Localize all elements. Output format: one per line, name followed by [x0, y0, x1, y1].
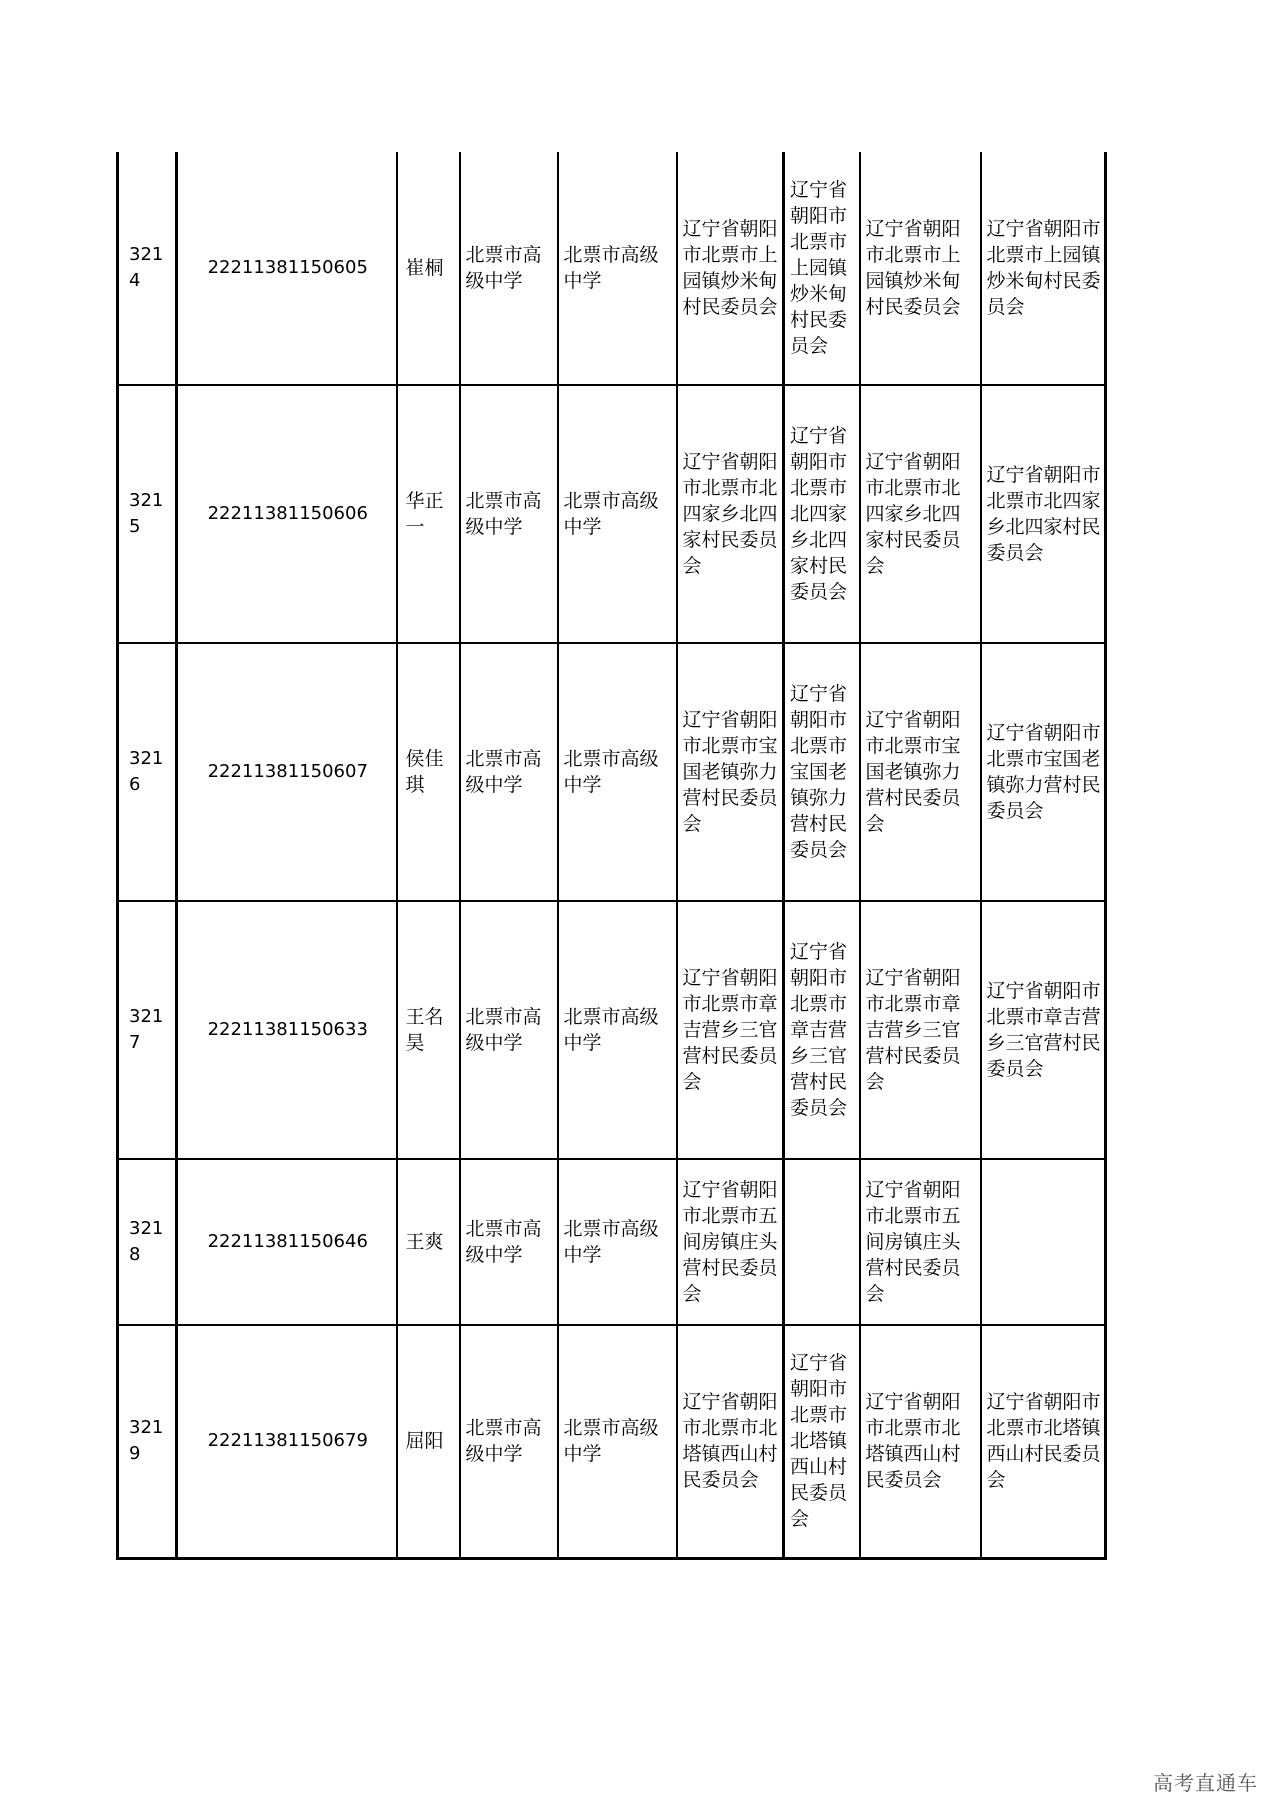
table-row: [118, 152, 1106, 385]
id-cell: 22211381150607: [177, 643, 397, 901]
name-cell: 王爽: [397, 1159, 460, 1325]
seq-cell: 3215: [118, 385, 177, 643]
address-cell: 辽宁省朝阳市北票市章吉营乡三官营村民委员会: [677, 901, 784, 1159]
school-cell: 北票市高级中学: [460, 643, 558, 901]
address-cell: 辽宁省朝阳市北票市上园镇炒米甸村民委员会: [784, 152, 860, 385]
seq-cell: 3216: [118, 643, 177, 901]
id-cell: 22211381150633: [177, 901, 397, 1159]
school-cell: 北票市高级中学: [558, 152, 677, 385]
address-cell: [784, 1159, 860, 1325]
roster-table: [116, 152, 1107, 1560]
address-cell: 辽宁省朝阳市北票市北四家乡北四家村民委员会: [784, 385, 860, 643]
address-cell: 辽宁省朝阳市北票市上园镇炒米甸村民委员会: [677, 152, 784, 385]
school-cell: 北票市高级中学: [460, 152, 558, 385]
address-cell: 辽宁省朝阳市北票市北四家乡北四家村民委员会: [981, 385, 1106, 643]
id-cell: 22211381150606: [177, 385, 397, 643]
address-cell: 辽宁省朝阳市北票市上园镇炒米甸村民委员会: [860, 152, 981, 385]
table-row: [118, 1159, 1106, 1325]
address-cell: 辽宁省朝阳市北票市宝国老镇弥力营村民委员会: [860, 643, 981, 901]
address-cell: 辽宁省朝阳市北票市上园镇炒米甸村民委员会: [981, 152, 1106, 385]
address-cell: 辽宁省朝阳市北票市五间房镇庄头营村民委员会: [860, 1159, 981, 1325]
address-cell: 辽宁省朝阳市北票市章吉营乡三官营村民委员会: [784, 901, 860, 1159]
id-cell: 22211381150646: [177, 1159, 397, 1325]
school-cell: 北票市高级中学: [558, 643, 677, 901]
seq-cell: 3214: [118, 152, 177, 385]
table-row: [118, 643, 1106, 901]
address-cell: 辽宁省朝阳市北票市北塔镇西山村民委员会: [784, 1325, 860, 1558]
address-cell: 辽宁省朝阳市北票市宝国老镇弥力营村民委员会: [677, 643, 784, 901]
school-cell: 北票市高级中学: [460, 1159, 558, 1325]
name-cell: 王名昊: [397, 901, 460, 1159]
address-cell: 辽宁省朝阳市北票市宝国老镇弥力营村民委员会: [784, 643, 860, 901]
table-row: [118, 385, 1106, 643]
id-cell: 22211381150679: [177, 1325, 397, 1558]
school-cell: 北票市高级中学: [460, 385, 558, 643]
address-cell: 辽宁省朝阳市北票市北塔镇西山村民委员会: [981, 1325, 1106, 1558]
school-cell: 北票市高级中学: [558, 1325, 677, 1558]
address-cell: 辽宁省朝阳市北票市北塔镇西山村民委员会: [860, 1325, 981, 1558]
id-cell: 22211381150605: [177, 152, 397, 385]
address-cell: 辽宁省朝阳市北票市章吉营乡三官营村民委员会: [981, 901, 1106, 1159]
address-cell: 辽宁省朝阳市北票市五间房镇庄头营村民委员会: [677, 1159, 784, 1325]
school-cell: 北票市高级中学: [558, 385, 677, 643]
table-row: [118, 1325, 1106, 1558]
name-cell: 屈阳: [397, 1325, 460, 1558]
school-cell: 北票市高级中学: [460, 901, 558, 1159]
seq-cell: 3219: [118, 1325, 177, 1558]
seq-cell: 3218: [118, 1159, 177, 1325]
name-cell: 崔桐: [397, 152, 460, 385]
watermark-text: 高考直通车: [1153, 1771, 1258, 1795]
school-cell: 北票市高级中学: [460, 1325, 558, 1558]
school-cell: 北票市高级中学: [558, 1159, 677, 1325]
address-cell: 辽宁省朝阳市北票市北四家乡北四家村民委员会: [860, 385, 981, 643]
address-cell: 辽宁省朝阳市北票市章吉营乡三官营村民委员会: [860, 901, 981, 1159]
address-cell: 辽宁省朝阳市北票市宝国老镇弥力营村民委员会: [981, 643, 1106, 901]
school-cell: 北票市高级中学: [558, 901, 677, 1159]
name-cell: 华正一: [397, 385, 460, 643]
address-cell: [981, 1159, 1106, 1325]
name-cell: 侯佳琪: [397, 643, 460, 901]
table-row: [118, 901, 1106, 1159]
address-cell: 辽宁省朝阳市北票市北塔镇西山村民委员会: [677, 1325, 784, 1558]
seq-cell: 3217: [118, 901, 177, 1159]
address-cell: 辽宁省朝阳市北票市北四家乡北四家村民委员会: [677, 385, 784, 643]
